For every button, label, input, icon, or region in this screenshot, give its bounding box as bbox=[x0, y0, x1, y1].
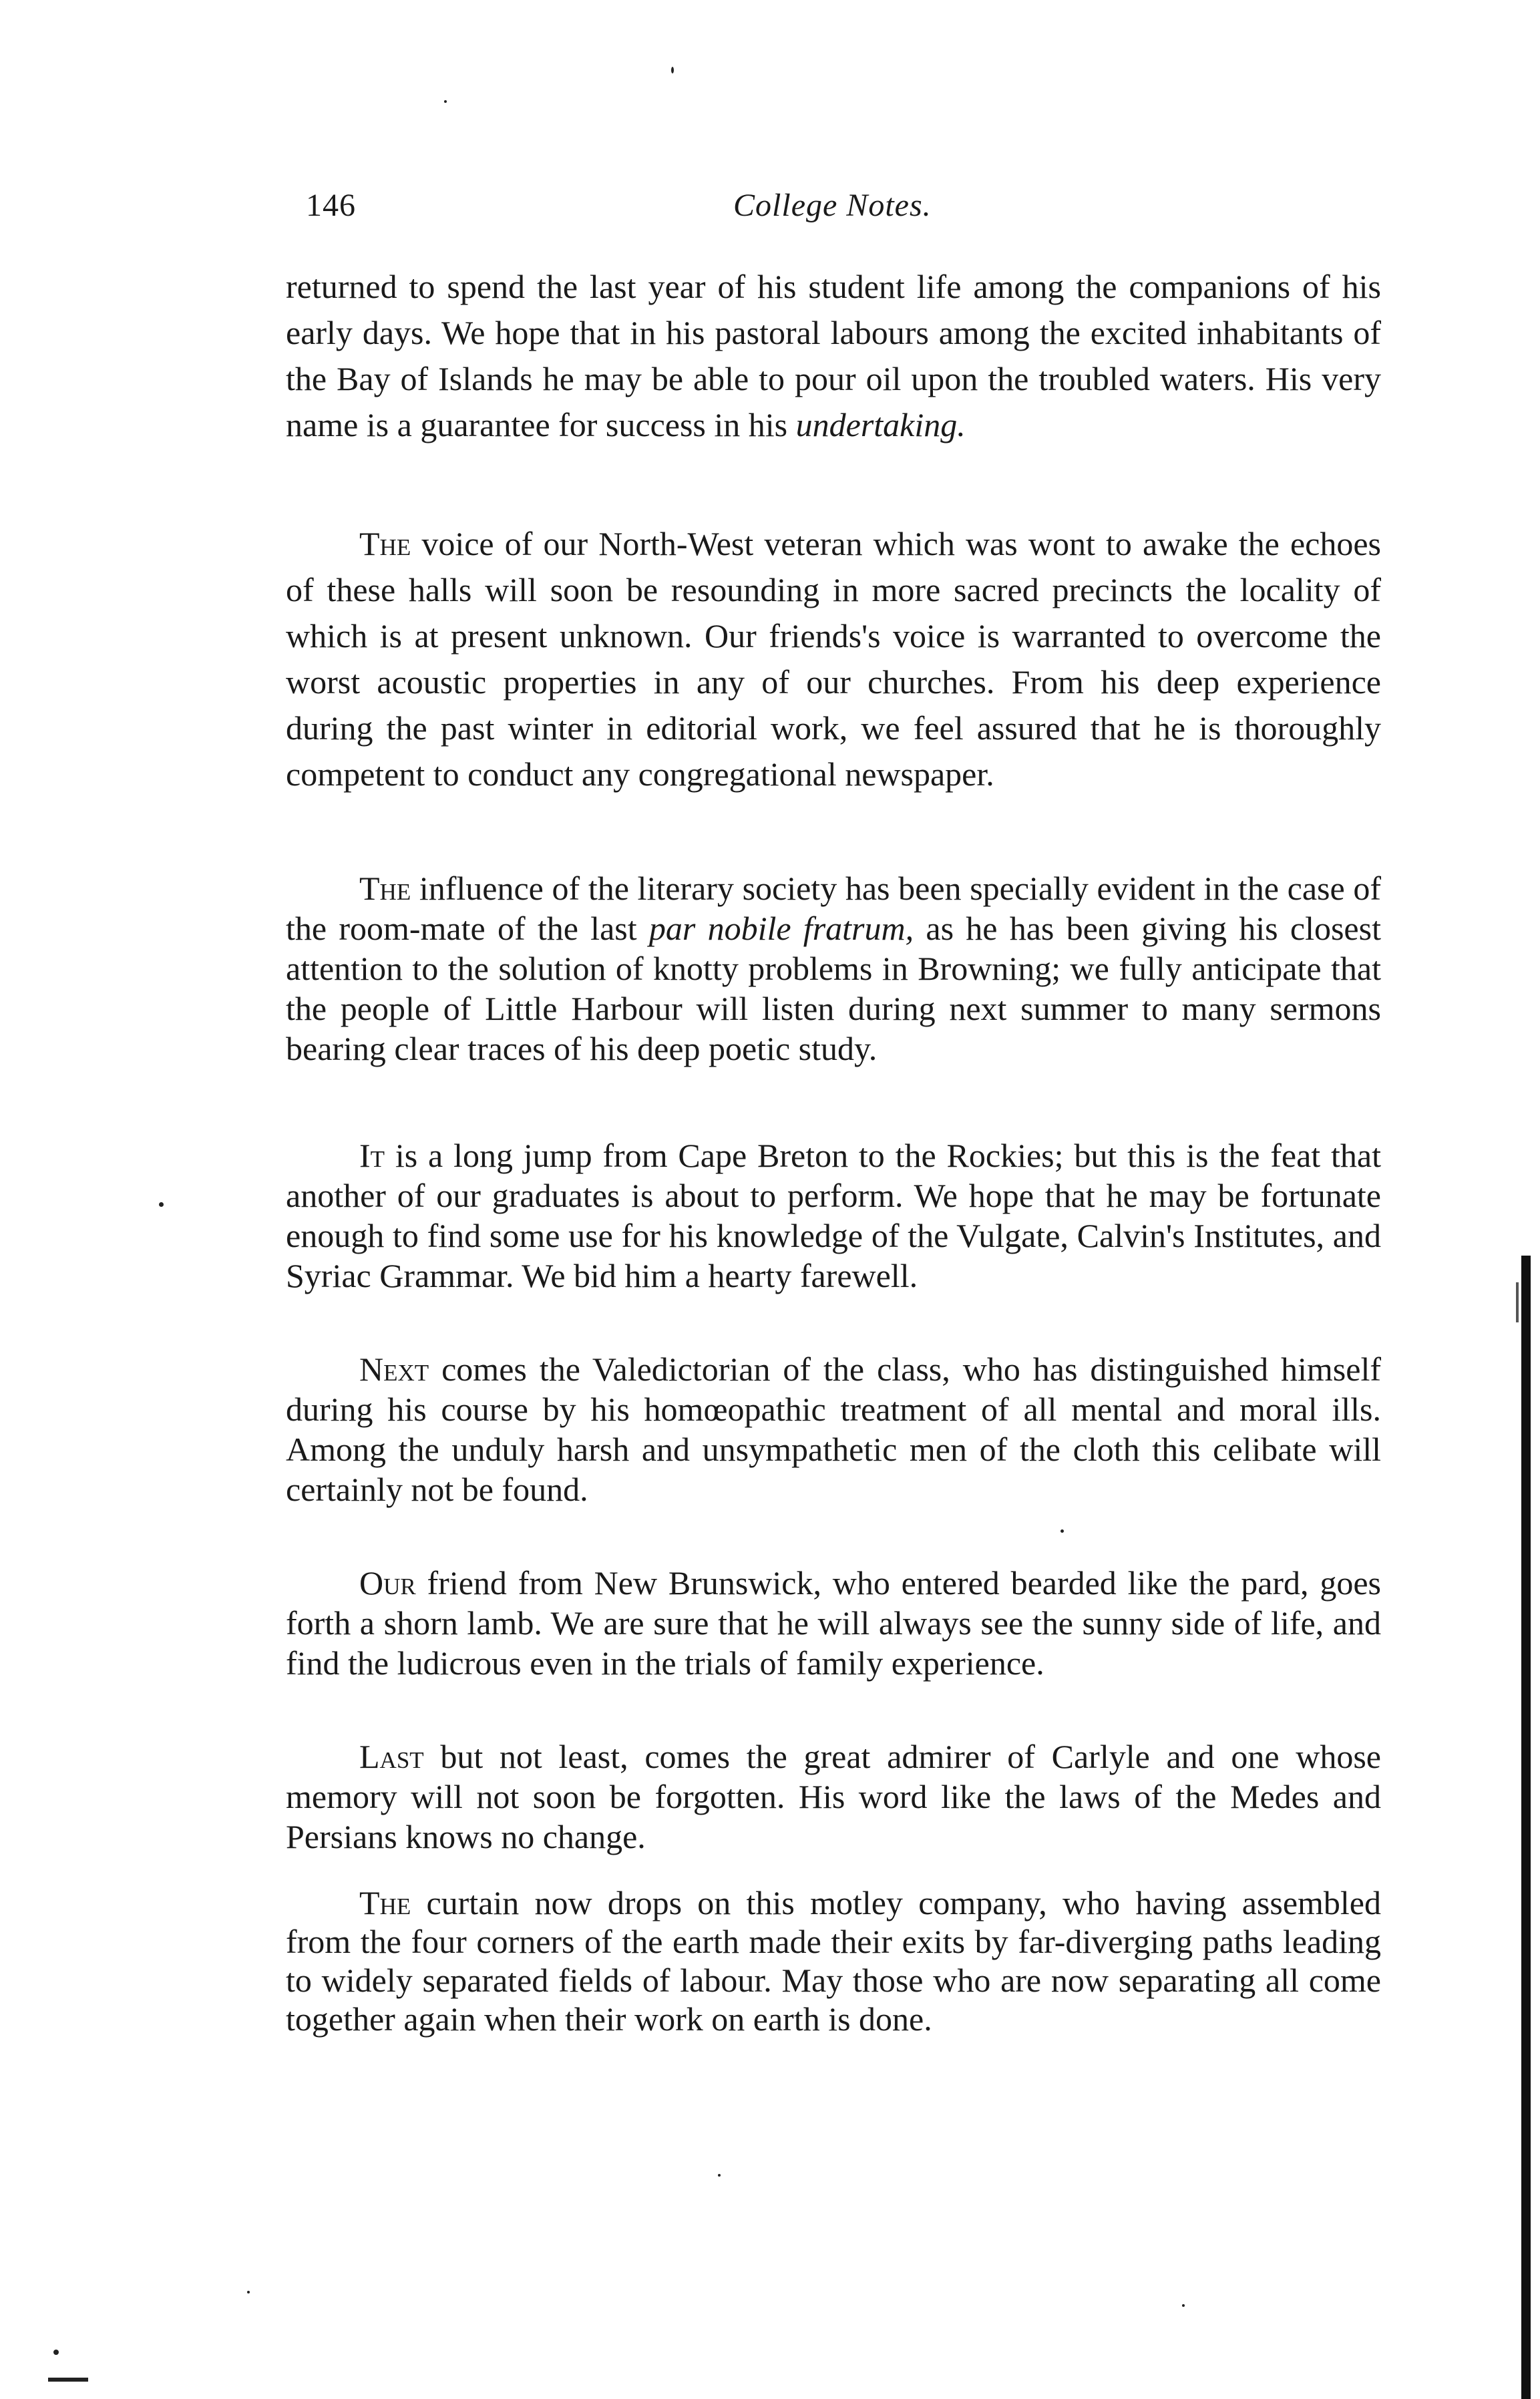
page-header bbox=[306, 186, 1388, 239]
paragraph-text bbox=[286, 264, 1381, 448]
paragraph-text bbox=[286, 1563, 1381, 1683]
paragraph-italic-segment: undertaking. bbox=[795, 406, 966, 443]
running-head: College Notes. bbox=[733, 188, 932, 223]
scan-speck bbox=[444, 100, 447, 103]
paragraph-segment: influence of the literary society has been specially evident in the case of the room-mate of the last bbox=[286, 870, 1381, 947]
paragraph-lead: Last bbox=[359, 1738, 424, 1775]
paragraph-literary-society bbox=[286, 868, 1381, 1069]
paragraph-text bbox=[286, 521, 1381, 797]
paragraph-lead: Next bbox=[359, 1350, 429, 1388]
scan-speck bbox=[1182, 2304, 1185, 2307]
paragraph-lead: The bbox=[359, 1884, 411, 1921]
paragraph-segment: curtain now drops on this motley company, who having assembled from the four corners of the earth made their exits by far-diverging paths leading to widely separated fields of labour. May those who are now separating all come together again when their work on earth is done. bbox=[286, 1884, 1381, 2038]
paragraph-text bbox=[286, 1349, 1381, 1509]
scan-speck bbox=[247, 2291, 250, 2293]
paragraph-segment: friend from New Brunswick, who entered bearded like the pard, goes forth a shorn lamb. We are sure that he will always see the sunny side of life, and find the ludicrous even in the trials of family experience. bbox=[286, 1564, 1381, 1682]
page-number: 146 bbox=[306, 188, 356, 223]
paragraph-valedictorian bbox=[286, 1349, 1381, 1509]
paragraph-lead: Our bbox=[359, 1564, 416, 1602]
paragraph-text bbox=[286, 1736, 1381, 1857]
scan-edge-shadow bbox=[1521, 1256, 1531, 2399]
scan-speck bbox=[718, 2174, 721, 2177]
paragraph-new-brunswick bbox=[286, 1563, 1381, 1683]
paragraph-north-west-veteran bbox=[286, 521, 1381, 797]
paragraph-lead: The bbox=[359, 525, 411, 562]
paragraph-segment: as he has been giving his closest attention to the solution of knotty problems in Browning; we fully anticipate that the people of Little Harbour will listen during next summer to many sermons bearing clear traces of his deep poetic study. bbox=[286, 910, 1381, 1067]
paragraph-carlyle-admirer bbox=[286, 1736, 1381, 1857]
paragraph-text bbox=[286, 1883, 1381, 2038]
paragraph-segment: but not least, comes the great admirer of Carlyle and one whose memory will not soon be forgotten. His word like the laws of the Medes and Persians knows no change. bbox=[286, 1738, 1381, 1855]
paragraph-cape-breton bbox=[286, 1135, 1381, 1296]
paragraph-lead: It bbox=[359, 1137, 385, 1174]
paragraph-segment: returned to spend the last year of his student life among the companions of his early days. We hope that in his pastoral labours among the excited inhabitants of the Bay of Islands he may be able to pour oil upon the troubled waters. His very name is a guarantee for success in his bbox=[286, 268, 1381, 443]
paragraph-lead: The bbox=[359, 870, 411, 907]
paragraph-curtain-drops bbox=[286, 1883, 1381, 2038]
scan-speck bbox=[159, 1202, 164, 1207]
paragraph-text bbox=[286, 868, 1381, 1069]
paragraph-segment: is a long jump from Cape Breton to the Rockies; but this is the feat that another of our graduates is about to perform. We hope that he may be fortunate enough to find some use for his knowledge of the Vulgate, Calvin's Institutes, and Syriac Grammar. We bid him a hearty farewell. bbox=[286, 1137, 1381, 1294]
paragraph-segment: voice of our North-West veteran which was wont to awake the echoes of these halls will soon be resounding in more sacred precincts the locality of which is at present unknown. Our friends's voice is warranted to overcome the worst acoustic properties in any of our churches. From his deep experience during the past winter in editorial work, we feel assured that he is thoroughly competent to conduct any congregational newspaper. bbox=[286, 525, 1381, 793]
scan-speck bbox=[53, 2350, 59, 2355]
paragraph-segment: comes the Valedictorian of the class, who has distinguished himself during his course by his homœopathic treatment of all mental and moral ills. Among the unduly harsh and unsympathetic men of the cloth this celibate will certainly not be found. bbox=[286, 1350, 1381, 1508]
paragraph-italic-segment: par nobile fratrum, bbox=[648, 910, 914, 947]
scan-speck bbox=[671, 67, 674, 73]
paragraph-text bbox=[286, 1135, 1381, 1296]
scan-edge-mark bbox=[1516, 1282, 1519, 1322]
scan-margin-mark bbox=[48, 2378, 88, 2382]
paragraph-continuation bbox=[286, 264, 1381, 448]
scan-speck bbox=[1061, 1529, 1064, 1533]
